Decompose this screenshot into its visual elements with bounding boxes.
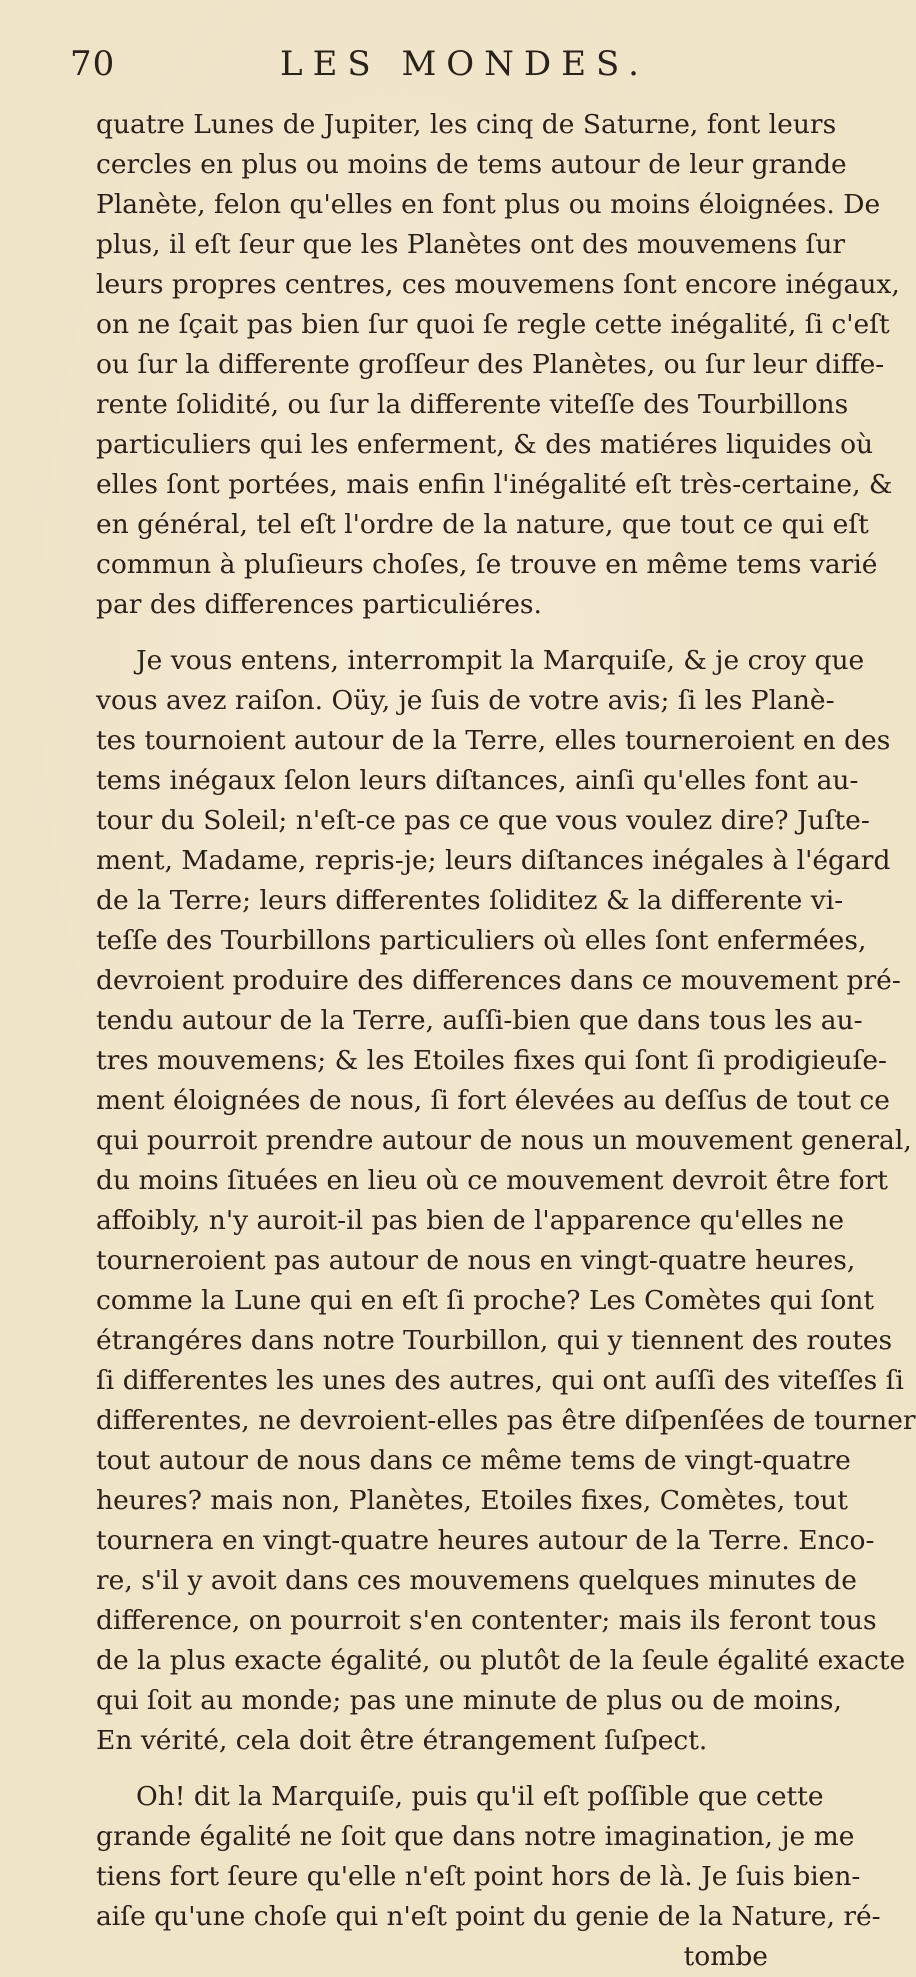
text-line: particuliers qui les enferment, & des matiéres liquides où: [96, 429, 874, 460]
text-line: en général, tel eſt l'ordre de la nature, que tout ce qui eſt: [96, 509, 869, 540]
text-line: quatre Lunes de Jupiter, les cinq de Saturne, font leurs: [96, 109, 837, 140]
text-line: vous avez raiſon. Oüy, je ſuis de votre avis; ſi les Planè-: [96, 685, 835, 716]
text-line: qui ſoit au monde; pas une minute de plus ou de moins,: [96, 1685, 842, 1716]
running-title: LES MONDES.: [280, 44, 649, 84]
text-block: [96, 105, 916, 1977]
text-line: cercles en plus ou moins de tems autour de leur grande: [96, 149, 847, 180]
text-line: devroient produire des differences dans ce mouvement pré-: [96, 965, 901, 996]
paragraph-gap: [96, 1761, 772, 1777]
text-line: Planète, felon qu'elles en font plus ou moins éloignées. De: [96, 189, 881, 220]
text-line: grande égalité ne ſoit que dans notre imagination, je me: [96, 1821, 855, 1852]
text-line: on ne ſçait pas bien ſur quoi ſe regle cette inégalité, ſi c'eſt: [96, 309, 890, 340]
text-line: affoibly, n'y auroit-il pas bien de l'apparence qu'elles ne: [96, 1205, 845, 1236]
text-line: Oh! dit la Marquiſe, puis qu'il eſt poſſible que cette: [136, 1781, 824, 1812]
text-line: étrangéres dans notre Tourbillon, qui y tiennent des routes: [96, 1325, 893, 1356]
text-line: tems inégaux ſelon leurs diſtances, ainſi qu'elles font au-: [96, 765, 859, 796]
text-line: plus, il eſt ſeur que les Planètes ont des mouvemens ſur: [96, 229, 846, 260]
text-line: comme la Lune qui en eſt ſi proche? Les Comètes qui ſont: [96, 1285, 874, 1316]
text-line: tiens fort ſeure qu'elle n'eſt point hors de là. Je ſuis bien-: [96, 1861, 861, 1892]
text-line: commun à pluſieurs choſes, ſe trouve en même tems varié: [96, 549, 878, 580]
text-line: de la plus exacte égalité, ou plutôt de la ſeule égalité exacte: [96, 1645, 906, 1676]
text-line: elles ſont portées, mais enfin l'inégalité eſt très-certaine, &: [96, 469, 893, 500]
text-line: ſi differentes les unes des autres, qui ont auſſi des viteſſes ſi: [96, 1365, 904, 1396]
text-line: tres mouvemens; & les Etoiles fixes qui ſont ſi prodigieuſe-: [96, 1045, 887, 1076]
text-line: tourneroient pas autour de nous en vingt-quatre heures,: [96, 1245, 856, 1276]
text-line: qui pourroit prendre autour de nous un mouvement general,: [96, 1125, 912, 1156]
text-line: tendu autour de la Terre, auſſi-bien que dans tous les au-: [96, 1005, 863, 1036]
text-line: ment, Madame, repris-je; leurs diſtances inégales à l'égard: [96, 845, 891, 876]
text-line: ou ſur la differente groſſeur des Planètes, ou ſur leur diffe-: [96, 349, 885, 380]
text-line: difference, on pourroit s'en contenter; mais ils feront tous: [96, 1605, 877, 1636]
page-number: 70: [70, 44, 116, 84]
text-line: re, s'il y avoit dans ces mouvemens quelques minutes de: [96, 1565, 857, 1596]
text-line: leurs propres centres, ces mouvemens ſont encore inégaux,: [96, 269, 900, 300]
text-line: tout autour de nous dans ce même tems de vingt-quatre: [96, 1445, 851, 1476]
text-line: ment éloignées de nous, ſi fort élevées au deſſus de tout ce: [96, 1085, 890, 1116]
paragraph-2: [96, 641, 916, 1761]
text-line: rente ſolidité, ou ſur la differente viteſſe des Tourbillons: [96, 389, 849, 420]
text-line: teſſe des Tourbillons particuliers où elles ſont enfermées,: [96, 925, 867, 956]
text-line: par des differences particuliéres.: [96, 589, 542, 620]
text-line: differentes, ne devroient-elles pas être diſpenſées de tourner: [96, 1405, 916, 1436]
text-line: heures? mais non, Planètes, Etoiles fixes, Comètes, tout: [96, 1485, 848, 1516]
text-line: du moins ſituées en lieu où ce mouvement devroit être fort: [96, 1165, 888, 1196]
paragraph-gap: [96, 625, 772, 641]
text-line: Je vous entens, interrompit la Marquiſe, & je croy que: [136, 645, 865, 676]
text-line: En vérité, cela doit être étrangement ſuſpect.: [96, 1725, 708, 1756]
text-line: tour du Soleil; n'eſt-ce pas ce que vous voulez dire? Juſte-: [96, 805, 870, 836]
running-head: [70, 44, 770, 84]
text-line: aiſe qu'une choſe qui n'eſt point du genie de la Nature, ré-: [96, 1901, 881, 1932]
text-line: de la Terre; leurs differentes ſoliditez & la differente vi-: [96, 885, 844, 916]
text-line: tes tournoient autour de la Terre, elles tourneroient en des: [96, 725, 891, 756]
text-line: tournera en vingt-quatre heures autour de la Terre. Enco-: [96, 1525, 875, 1556]
paragraph-3: [96, 1777, 881, 1977]
paragraph-1: [96, 105, 900, 625]
catchword: tombe: [683, 1941, 768, 1972]
